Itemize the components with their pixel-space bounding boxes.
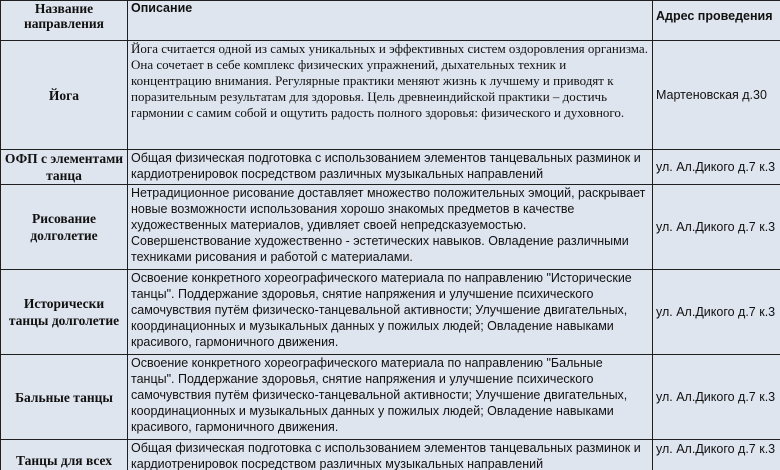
row-name: Рисование долголетие [1, 185, 128, 270]
table-row [1, 150, 780, 185]
row-name: Йога [1, 41, 128, 150]
row-name: ОФП с элементами танца [1, 150, 128, 185]
row-description: Освоение конкретного хореографического материала по направлению "Бальные танцы". Поддержание здоровья, снятие напряжения и улучшение психического самочувствия путём физическо-танцевальной активности; Улучшение двигательных, координационных и музыкальных данных у пожилых людей; Овладение навыками красивого, гармоничного движения. [128, 355, 653, 440]
header-address: Адрес проведения [653, 1, 780, 41]
row-address: ул. Ал.Дикого д.7 к.3 [653, 440, 780, 470]
row-address: ул. Ал.Дикого д.7 к.3 [653, 355, 780, 440]
table-row [1, 440, 780, 470]
header-description: Описание [128, 1, 653, 41]
row-description: Общая физическая подготовка с использованием элементов танцевальных разминок и кардиотренировок посредством различных музыкальных направлений [128, 150, 653, 185]
row-description: Йога считается одной из самых уникальных и эффективных систем оздоровления организма. Она сочетает в себе комплекс физических упражнений, дыхательных техник и концентрацию внимания. Регулярные практики меняют жизнь к лучшему и приводят к поразительным результатам для здоровья. Цель древнеиндийской практики – достичь гармонии с самим собой и ощутить радость полного здоровья: физического и духовного. [128, 41, 653, 150]
row-name: Бальные танцы [1, 355, 128, 440]
row-address: ул. Ал.Дикого д.7 к.3 [653, 150, 780, 185]
row-description: Общая физическая подготовка с использованием элементов танцевальных разминок и кардиотренировок посредством различных музыкальных направлений [128, 440, 653, 470]
header-row [1, 1, 780, 41]
row-description: Нетрадиционное рисование доставляет множество положительных эмоций, раскрывает новые возможности использования хорошо знакомых предметов в качестве художественных материалов, удивляет своей непредсказуемостью. Совершенствование художественно - эстетических навыков. Овладение различными техниками рисования и работой с материалами. [128, 185, 653, 270]
table-row [1, 185, 780, 270]
table-row [1, 270, 780, 355]
header-name: Название направления [1, 1, 128, 41]
table-row [1, 41, 780, 150]
row-address: ул. Ал.Дикого д.7 к.3 [653, 270, 780, 355]
row-address: ул. Ал.Дикого д.7 к.3 [653, 185, 780, 270]
row-name: Исторически танцы долголетие [1, 270, 128, 355]
row-description: Освоение конкретного хореографического материала по направлению "Исторические танцы". Поддержание здоровья, снятие напряжения и улучшение психического самочувствия путём физическо-танцевальной активности; Улучшение двигательных, координационных и музыкальных данных у пожилых людей; Овладение навыками красивого, гармоничного движения. [128, 270, 653, 355]
row-name: Танцы для всех [1, 440, 128, 470]
row-address: Мартеновская д.30 [653, 41, 780, 150]
table-row [1, 355, 780, 440]
